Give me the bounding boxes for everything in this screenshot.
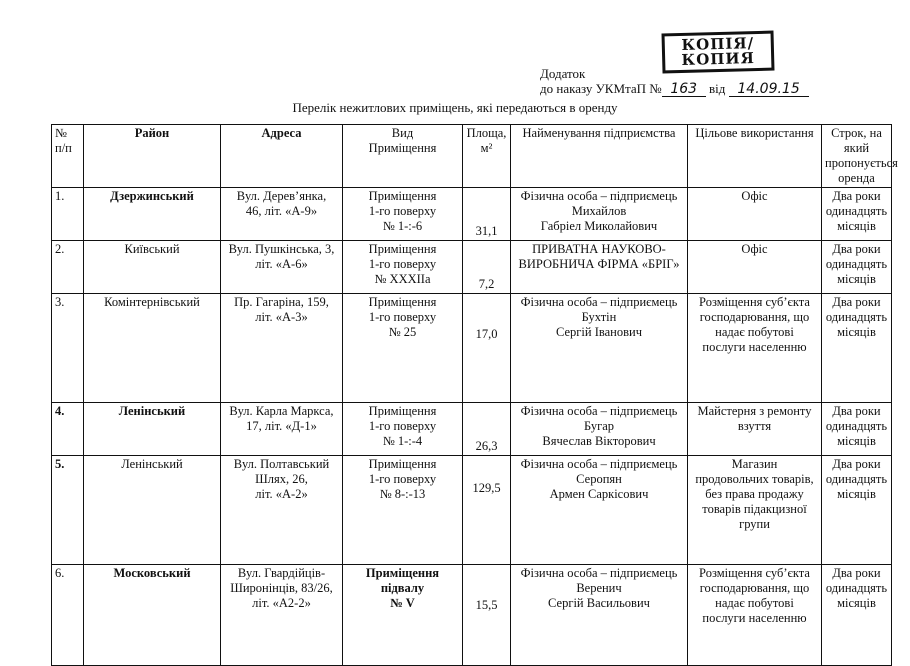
- cell-line: Цільове використання: [695, 126, 814, 140]
- cell-purpose: [688, 565, 822, 666]
- cell-type: [343, 241, 463, 294]
- cell-line: Площа,: [466, 126, 507, 140]
- cell-num: 1.: [52, 188, 84, 241]
- cell-line: Приміщення: [368, 189, 437, 203]
- cell-line: Вул. Полтавський: [233, 457, 330, 471]
- cell-line: літ. «А-6»: [255, 257, 308, 271]
- cell-line: Вул. Дерев’янка,: [236, 189, 327, 203]
- cell-line: надає побутові: [715, 325, 794, 339]
- cell-line: Вул. Гвардійців-: [237, 566, 326, 580]
- cell-area: 129,5: [463, 456, 511, 565]
- cell-line: 46, літ. «А-9»: [245, 204, 318, 218]
- cell-num: 5.: [52, 456, 84, 565]
- cell-line: Приміщення: [368, 404, 437, 418]
- cell-line: місяців: [837, 272, 876, 286]
- cell-line: ПРИВАТНА НАУКОВО-: [532, 242, 666, 256]
- cell-line: Два роки: [832, 404, 881, 418]
- cell-num: 2.: [52, 241, 84, 294]
- cell-line: Фізична особа – підприємець: [520, 404, 678, 418]
- cell-line: Приміщення: [368, 457, 437, 471]
- order-reference: [540, 81, 809, 97]
- cell-line: місяців: [837, 434, 876, 448]
- cell-term: [822, 188, 892, 241]
- cell-address: [221, 403, 343, 456]
- cell-line: Вул. Пушкінська, 3,: [228, 242, 335, 256]
- cell-line: 1-го поверху: [368, 204, 437, 218]
- cell-enterprise: [511, 294, 688, 403]
- cell-enterprise: [511, 188, 688, 241]
- cell-line: взуття: [737, 419, 772, 433]
- cell-line: №: [55, 126, 67, 140]
- cell-line: № 25: [388, 325, 417, 339]
- cell-line: Фізична особа – підприємець: [520, 189, 678, 203]
- cell-line: оренда: [838, 171, 875, 185]
- header-type: [343, 125, 463, 188]
- cell-line: Габріел Миколайович: [540, 219, 658, 233]
- cell-line: Два роки: [832, 566, 881, 580]
- cell-type: [343, 565, 463, 666]
- cell-line: який: [843, 141, 870, 155]
- cell-district: Ленінський: [84, 403, 221, 456]
- cell-line: Сергій Васильович: [548, 596, 650, 610]
- cell-address: [221, 241, 343, 294]
- cell-line: місяців: [837, 325, 876, 339]
- cell-line: Строк, на: [831, 126, 882, 140]
- cell-line: місяців: [837, 596, 876, 610]
- cell-purpose: [688, 241, 822, 294]
- order-prefix: до наказу УКМтаП №: [540, 81, 662, 96]
- cell-area: 15,5: [463, 565, 511, 666]
- cell-purpose: [688, 294, 822, 403]
- stamp-line-2: КОПИЯ: [681, 49, 756, 69]
- cell-line: № 1-:-6: [382, 219, 423, 233]
- header-enterprise: [511, 125, 688, 188]
- cell-line: групи: [739, 517, 770, 531]
- cell-num: 3.: [52, 294, 84, 403]
- cell-type: [343, 456, 463, 565]
- header-term: [822, 125, 898, 188]
- cell-line: без права продажу: [705, 487, 804, 501]
- cell-num: 4.: [52, 403, 84, 456]
- cell-line: Бухтін: [581, 310, 617, 324]
- cell-line: одинадцять: [825, 472, 888, 486]
- table-row: [52, 403, 892, 456]
- cell-district: Комінтернівський: [84, 294, 221, 403]
- cell-line: продовольчих товарів,: [695, 472, 814, 486]
- table-row: [52, 294, 892, 403]
- cell-line: господарювання, що: [699, 581, 810, 595]
- cell-term: [822, 456, 892, 565]
- cell-line: м²: [480, 141, 493, 155]
- cell-num: 6.: [52, 565, 84, 666]
- cell-district: Московський: [84, 565, 221, 666]
- cell-line: № ХХХІІа: [374, 272, 431, 286]
- cell-line: пропонується: [825, 156, 898, 170]
- cell-line: Вячеслав Вікторович: [542, 434, 656, 448]
- header-area: [463, 125, 511, 188]
- cell-line: 1-го поверху: [368, 310, 437, 324]
- header-num: [52, 125, 84, 188]
- premises-table: [51, 124, 898, 666]
- cell-line: Вул. Карла Маркса,: [229, 404, 334, 418]
- cell-district: Київський: [84, 241, 221, 294]
- cell-term: [822, 241, 892, 294]
- cell-area: 17,0: [463, 294, 511, 403]
- cell-line: підвалу: [380, 581, 425, 595]
- table-row: [52, 188, 892, 241]
- document-title: Перелік нежитлових приміщень, які передаються в оренду: [292, 100, 618, 115]
- header-address: [221, 125, 343, 188]
- cell-line: Магазин: [731, 457, 778, 471]
- cell-type: [343, 188, 463, 241]
- cell-line: літ. «А-3»: [255, 310, 308, 324]
- cell-type: [343, 403, 463, 456]
- cell-line: літ. «А-2»: [255, 487, 308, 501]
- cell-line: № 8-:-13: [379, 487, 426, 501]
- cell-line: одинадцять: [825, 581, 888, 595]
- cell-purpose: [688, 403, 822, 456]
- cell-line: Офіс: [741, 189, 768, 203]
- cell-enterprise: [511, 403, 688, 456]
- cell-term: [822, 565, 892, 666]
- cell-line: Шлях, 26,: [255, 472, 308, 486]
- cell-line: Бугар: [583, 419, 615, 433]
- cell-line: одинадцять: [825, 310, 888, 324]
- table-row: [52, 241, 892, 294]
- cell-type: [343, 294, 463, 403]
- header-district: [84, 125, 221, 188]
- cell-line: господарювання, що: [699, 310, 810, 324]
- cell-line: місяців: [837, 219, 876, 233]
- cell-line: п/п: [55, 141, 72, 155]
- table-header-row: [52, 125, 892, 188]
- cell-line: № 1-:-4: [382, 434, 423, 448]
- cell-line: послуги населенню: [702, 611, 807, 625]
- cell-address: [221, 294, 343, 403]
- cell-term: [822, 294, 892, 403]
- order-date-prefix: від: [708, 81, 726, 96]
- cell-line: № V: [390, 596, 415, 610]
- table-row: [52, 565, 892, 666]
- copy-stamp: [661, 31, 774, 74]
- order-number: 163: [662, 82, 706, 97]
- cell-line: Адреса: [261, 126, 302, 140]
- cell-address: [221, 565, 343, 666]
- cell-purpose: [688, 188, 822, 241]
- cell-line: Сергій Іванович: [556, 325, 642, 339]
- order-date: 14.09.15: [729, 82, 809, 97]
- cell-line: Розміщення суб’єкта: [699, 295, 810, 309]
- cell-line: 1-го поверху: [368, 472, 437, 486]
- cell-enterprise: [511, 241, 688, 294]
- cell-line: Фізична особа – підприємець: [520, 566, 678, 580]
- cell-line: Два роки: [832, 189, 881, 203]
- cell-line: Два роки: [832, 242, 881, 256]
- cell-line: 1-го поверху: [368, 257, 437, 271]
- cell-line: Фізична особа – підприємець: [520, 457, 678, 471]
- cell-line: Офіс: [741, 242, 768, 256]
- cell-line: Найменування підприємства: [522, 126, 676, 140]
- cell-line: Приміщення: [368, 141, 437, 155]
- header-purpose: [688, 125, 822, 188]
- cell-line: Фізична особа – підприємець: [520, 295, 678, 309]
- cell-purpose: [688, 456, 822, 565]
- cell-line: Район: [134, 126, 170, 140]
- cell-district: Дзержинський: [84, 188, 221, 241]
- cell-line: літ. «А2-2»: [252, 596, 311, 610]
- cell-line: 1-го поверху: [368, 419, 437, 433]
- cell-district: Ленінський: [84, 456, 221, 565]
- cell-line: Веренич: [576, 581, 622, 595]
- cell-line: Розміщення суб’єкта: [699, 566, 810, 580]
- stamp-line-1: КОПІЯ/: [681, 34, 755, 54]
- cell-line: 17, літ. «Д-1»: [246, 419, 317, 433]
- cell-area: 7,2: [463, 241, 511, 294]
- table-row: [52, 456, 892, 565]
- cell-area: 31,1: [463, 188, 511, 241]
- cell-line: Приміщення: [365, 566, 440, 580]
- cell-line: Приміщення: [368, 295, 437, 309]
- cell-line: ВИРОБНИЧА ФІРМА «БРІГ»: [518, 257, 680, 271]
- appendix-title: Додаток: [540, 66, 586, 81]
- cell-line: Приміщення: [368, 242, 437, 256]
- cell-enterprise: [511, 565, 688, 666]
- cell-line: Вид: [391, 126, 414, 140]
- cell-line: Михайлов: [571, 204, 627, 218]
- cell-line: одинадцять: [825, 419, 888, 433]
- cell-line: Армен Саркісович: [549, 487, 649, 501]
- cell-line: надає побутові: [715, 596, 794, 610]
- cell-line: одинадцять: [825, 204, 888, 218]
- cell-line: послуги населенню: [702, 340, 807, 354]
- cell-line: Майстерня з ремонту: [697, 404, 812, 418]
- cell-line: Серопян: [576, 472, 622, 486]
- cell-line: Два роки: [832, 457, 881, 471]
- cell-area: 26,3: [463, 403, 511, 456]
- cell-line: одинадцять: [825, 257, 888, 271]
- cell-line: Пр. Гагаріна, 159,: [234, 295, 329, 309]
- cell-line: Два роки: [832, 295, 881, 309]
- cell-enterprise: [511, 456, 688, 565]
- cell-line: Широнінців, 83/26,: [230, 581, 333, 595]
- cell-line: товарів підакцизної: [702, 502, 807, 516]
- cell-address: [221, 456, 343, 565]
- cell-address: [221, 188, 343, 241]
- cell-term: [822, 403, 892, 456]
- cell-line: місяців: [837, 487, 876, 501]
